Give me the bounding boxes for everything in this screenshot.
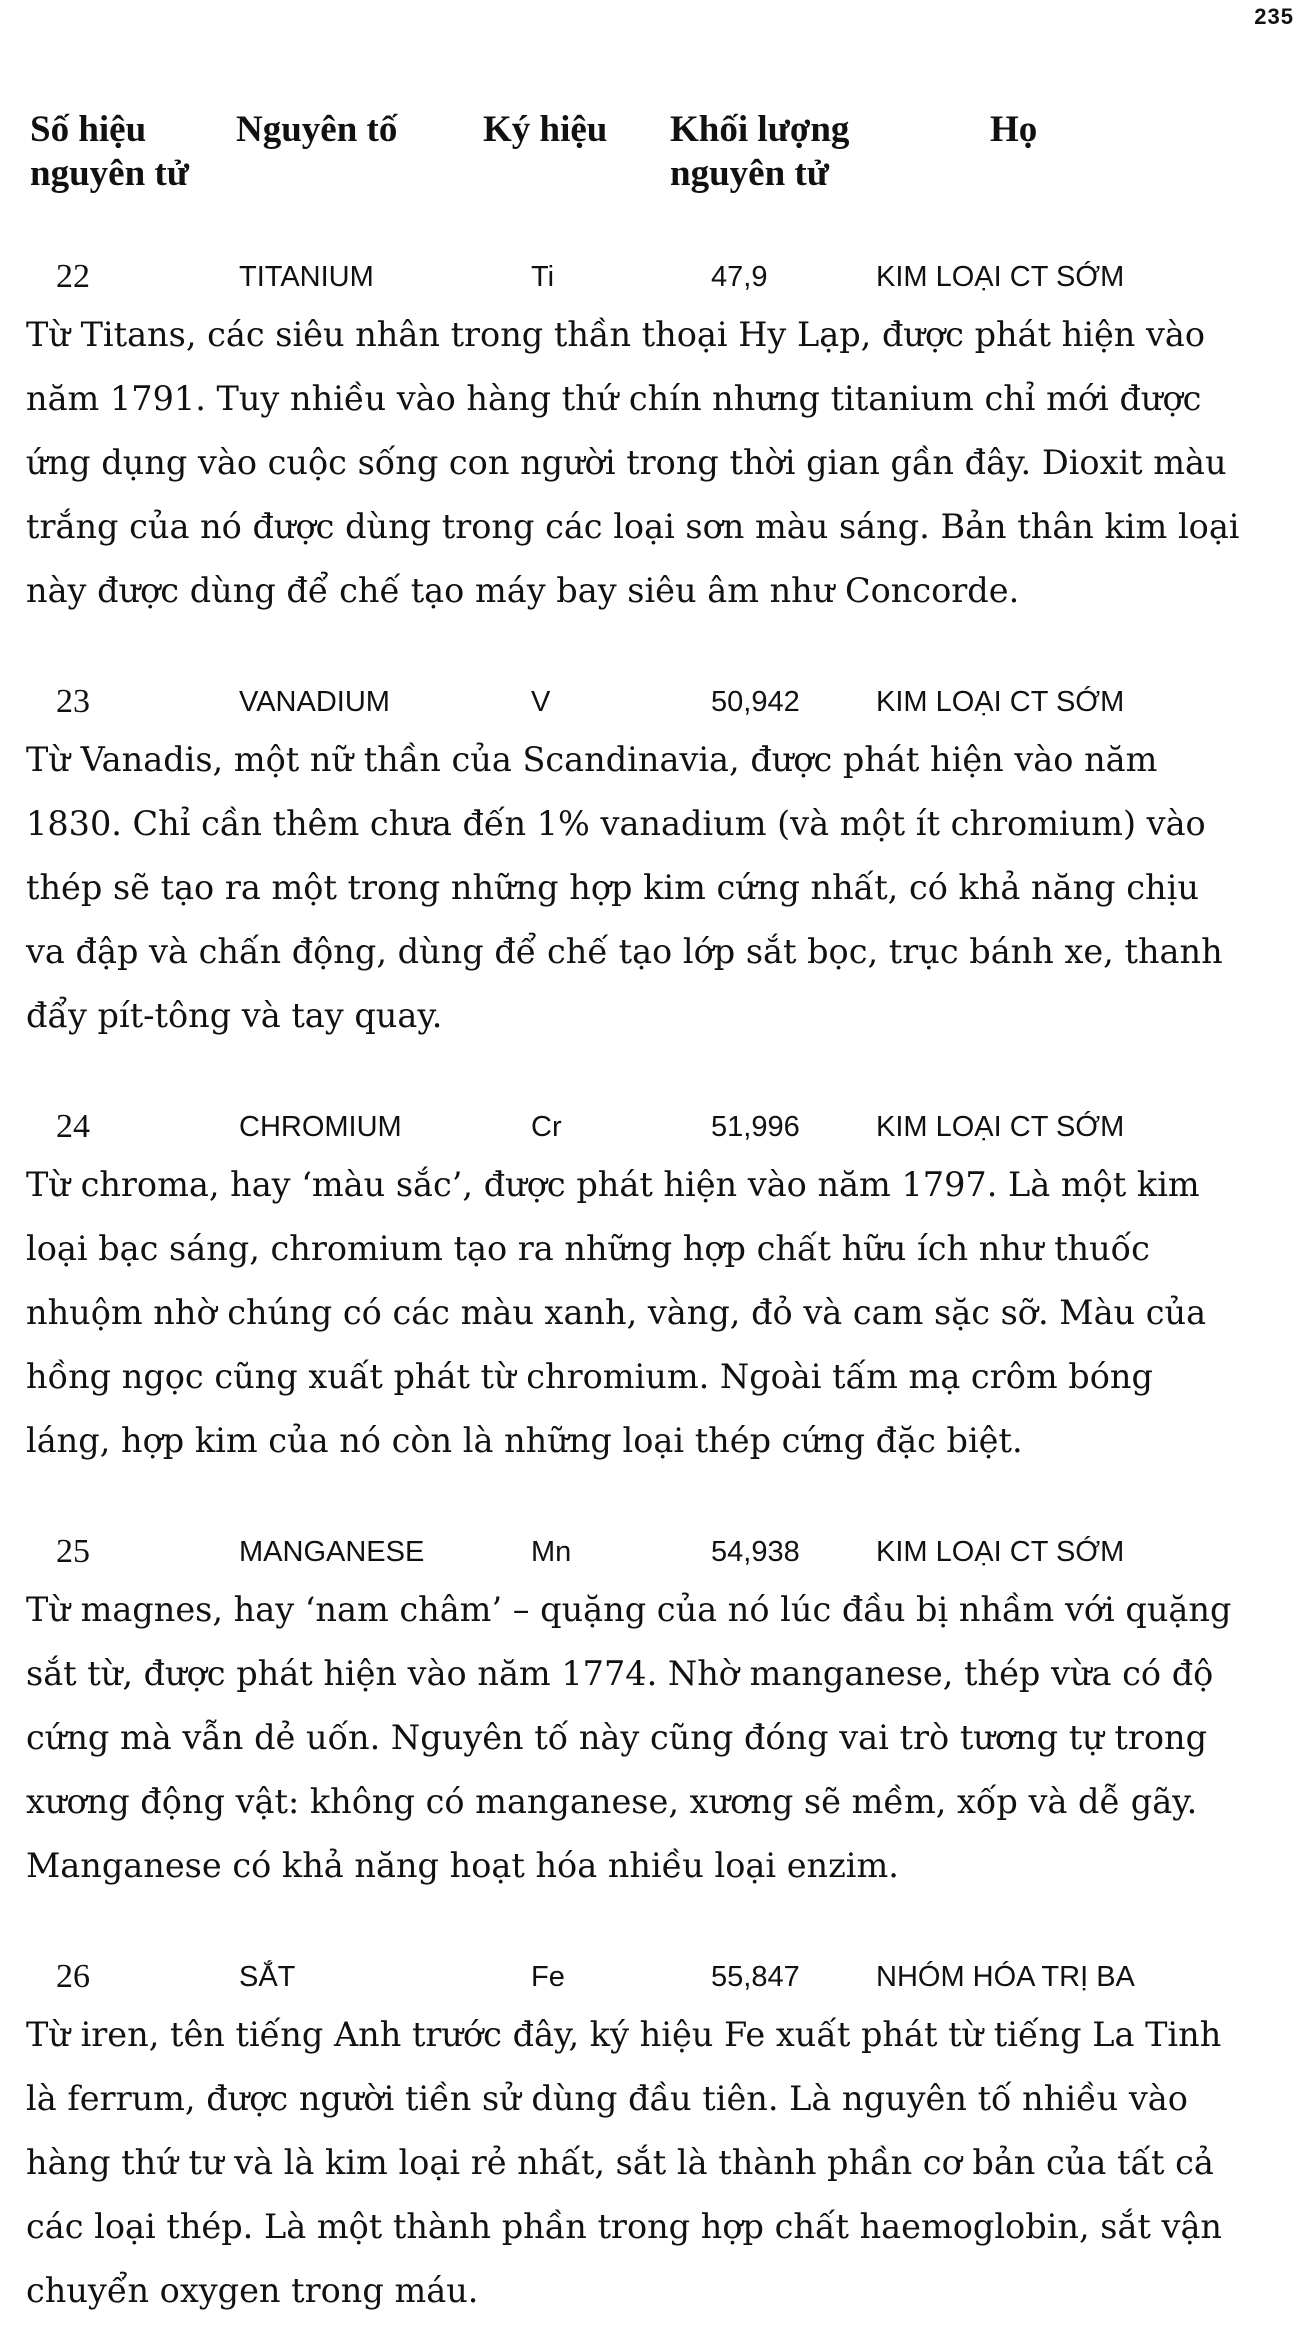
element-name: SẮT	[239, 1961, 296, 1993]
atomic-number: 26	[56, 1958, 90, 1995]
element-description: Từ chroma, hay ‘màu sắc’, được phát hiện vào năm 1797. Là một kim loại bạc sáng, chromium tạo ra những hợp chất hữu ích như thuốc nhuộm nhờ chúng có các màu xanh, vàng, đỏ và cam sặc sỡ. Màu của hồng ngọc cũng xuất phát từ chromium. Ngoài tấm mạ crôm bóng láng, hợp kim của nó còn là những loại thép cứng đặc biệt.	[26, 1165, 1207, 1460]
element-symbol: V	[531, 686, 551, 718]
element-family: KIM LOẠI CT SỚM	[876, 1536, 1125, 1568]
element-entry-manganese	[26, 1530, 1246, 1898]
header-symbol-label: Ký hiệu	[483, 109, 608, 150]
element-name: TITANIUM	[239, 261, 374, 293]
header-atomic-number-line-1: Số hiệu	[30, 109, 147, 150]
atomic-number: 25	[56, 1533, 90, 1570]
header-atomic-mass-line-1: Khối lượng	[670, 109, 850, 150]
header-family	[990, 108, 1037, 152]
header-atomic-mass	[670, 108, 849, 196]
element-meta	[26, 1105, 1246, 1149]
element-family: NHÓM HÓA TRỊ BA	[876, 1961, 1135, 1993]
header-element-label: Nguyên tố	[236, 109, 398, 150]
header-family-label: Họ	[990, 109, 1038, 150]
element-symbol: Mn	[531, 1536, 572, 1568]
atomic-number: 22	[56, 258, 90, 295]
atomic-mass: 47,9	[711, 261, 768, 293]
header-element	[236, 108, 397, 152]
element-description: Từ iren, tên tiếng Anh trước đây, ký hiệu Fe xuất phát từ tiếng La Tinh là ferrum, được người tiền sử dùng đầu tiên. Là nguyên tố nhiều vào hàng thứ tư và là kim loại rẻ nhất, sắt là thành phần cơ bản của tất cả các loại thép. Là một thành phần trong hợp chất haemoglobin, sắt vận chuyển oxygen trong máu.	[26, 2015, 1223, 2310]
element-symbol: Cr	[531, 1111, 562, 1143]
element-description: Từ Vanadis, một nữ thần của Scandinavia, được phát hiện vào năm 1830. Chỉ cần thêm chưa đến 1% vanadium (và một ít chromium) vào thép sẽ tạo ra một trong những hợp kim cứng nhất, có khả năng chịu va đập và chấn động, dùng để chế tạo lớp sắt bọc, trục bánh xe, thanh đẩy pít-tông và tay quay.	[26, 740, 1223, 1035]
element-meta	[26, 1530, 1246, 1574]
atomic-mass: 51,996	[711, 1111, 800, 1143]
header-atomic-number-line-2: nguyên tử	[30, 153, 189, 194]
atomic-number: 23	[56, 683, 90, 720]
atomic-mass: 55,847	[711, 1961, 800, 1993]
element-description: Từ magnes, hay ‘nam châm’ – quặng của nó lúc đầu bị nhầm với quặng sắt từ, được phát hiện vào năm 1774. Nhờ manganese, thép vừa có độ cứng mà vẫn dẻ uốn. Nguyên tố này cũng đóng vai trò tương tự trong xương động vật: không có manganese, xương sẽ mềm, xốp và dễ gãy. Manganese có khả năng hoạt hóa nhiều loại enzim.	[26, 1590, 1232, 1885]
element-symbol: Fe	[531, 1961, 565, 1993]
element-description: Từ Titans, các siêu nhân trong thần thoại Hy Lạp, được phát hiện vào năm 1791. Tuy nhiều vào hàng thứ chín nhưng titanium chỉ mới được ứng dụng vào cuộc sống con người trong thời gian gần đây. Dioxit màu trắng của nó được dùng trong các loại sơn màu sáng. Bản thân kim loại này được dùng để chế tạo máy bay siêu âm như Concorde.	[26, 315, 1240, 610]
element-entry-vanadium	[26, 680, 1246, 1048]
element-family: KIM LOẠI CT SỚM	[876, 1111, 1125, 1143]
atomic-mass: 50,942	[711, 686, 800, 718]
element-family: KIM LOẠI CT SỚM	[876, 261, 1125, 293]
element-entry-titanium	[26, 255, 1246, 623]
header-symbol	[483, 108, 607, 152]
element-name: VANADIUM	[239, 686, 390, 718]
header-atomic-number	[30, 108, 189, 196]
element-name: CHROMIUM	[239, 1111, 402, 1143]
element-symbol: Ti	[531, 261, 555, 293]
atomic-number: 24	[56, 1108, 90, 1145]
header-atomic-mass-line-2: nguyên tử	[670, 153, 829, 194]
element-meta	[26, 680, 1246, 724]
element-entry-iron	[26, 1955, 1246, 2323]
element-meta	[26, 255, 1246, 299]
element-name: MANGANESE	[239, 1536, 425, 1568]
element-entry-chromium	[26, 1105, 1246, 1473]
page-number: 235	[1254, 4, 1294, 29]
element-meta	[26, 1955, 1246, 1999]
atomic-mass: 54,938	[711, 1536, 800, 1568]
element-family: KIM LOẠI CT SỚM	[876, 686, 1125, 718]
